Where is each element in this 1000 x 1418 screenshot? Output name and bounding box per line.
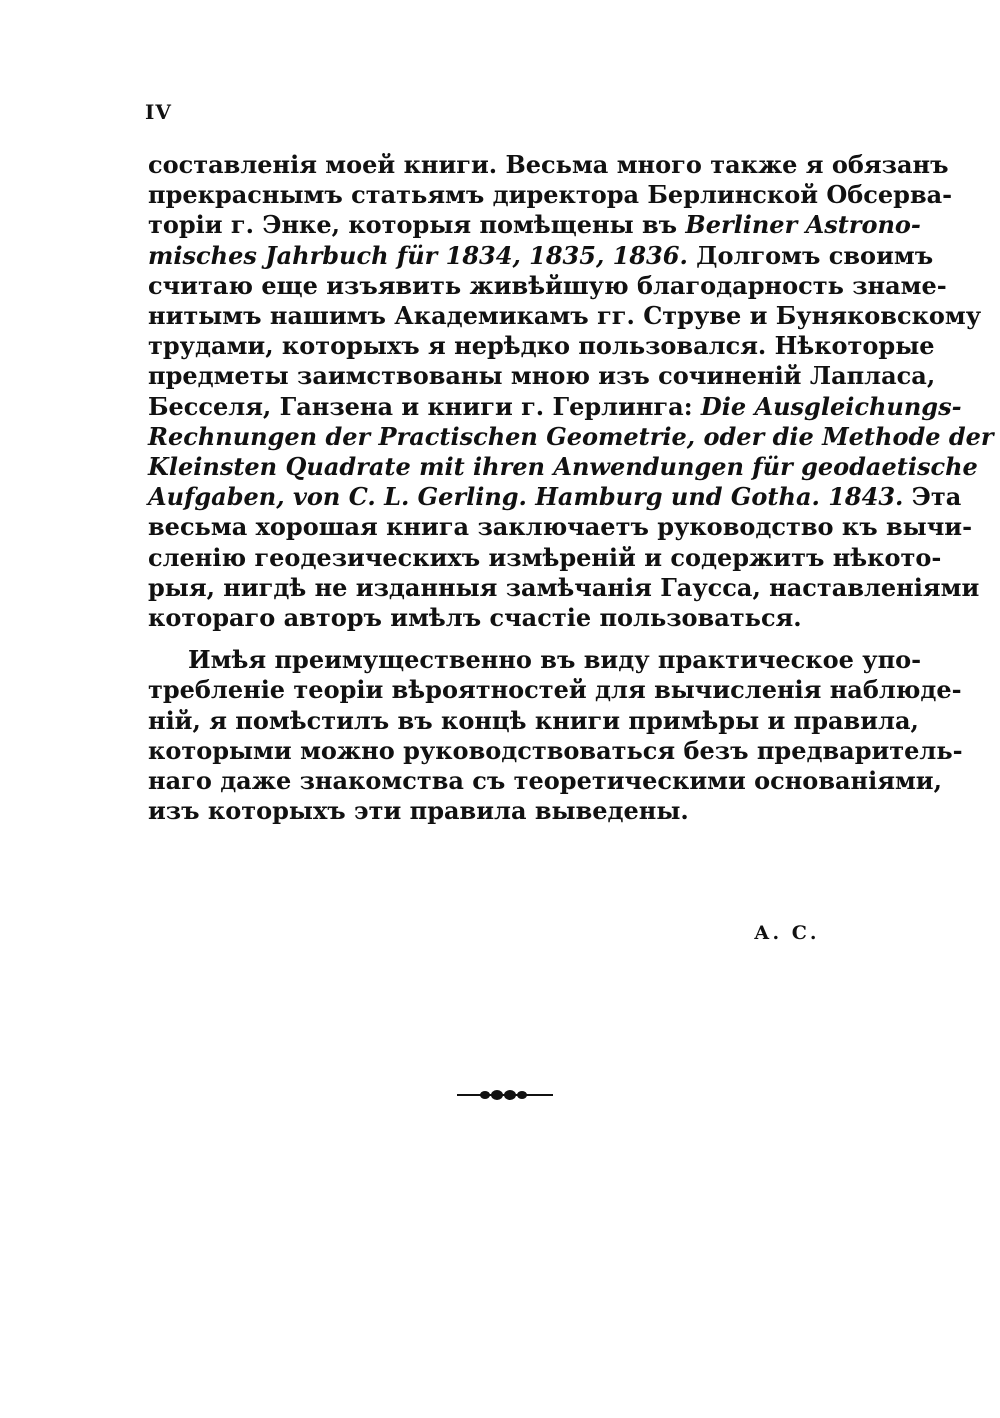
- text-segment: весьма хорошая книга заключаетъ руководство къ вычи-: [148, 512, 973, 542]
- paragraph-2: [148, 645, 963, 826]
- text-segment: изъ которыхъ эти правила выведены.: [148, 796, 689, 826]
- text-segment: предметы заимствованы мною изъ сочиненій Лапласа,: [148, 361, 936, 391]
- text-line: [148, 482, 962, 512]
- text-segment: сленію геодезическихъ измѣреній и содержитъ нѣкото-: [148, 542, 942, 572]
- text-line: [148, 572, 980, 603]
- text-segment: рыя, нигдѣ не изданныя замѣчанія Гаусса, наставленіями: [148, 572, 980, 602]
- text-segment: прекраснымъ статьямъ директора Берлинской Обсерва-: [148, 180, 953, 210]
- text-line: [148, 301, 982, 331]
- text-line: [148, 240, 934, 271]
- text-line: [148, 270, 947, 301]
- body-text: [148, 150, 994, 826]
- text-segment: нитымъ нашимъ Академикамъ гг. Струве и Буняковскому: [148, 301, 982, 331]
- text-line: [148, 796, 858, 826]
- text-segment: ній, я помѣстилъ въ концѣ книги примѣры и правила,: [148, 705, 919, 735]
- page-number: IV: [145, 100, 172, 124]
- text-segment: Имѣя преимущественно въ виду практическое упо-: [188, 645, 922, 675]
- italic-citation: Kleinsten Quadrate mit ihren Anwendungen für geodaetische: [148, 452, 978, 482]
- text-segment: Бесселя, Ганзена и книги г. Герлинга:: [148, 391, 701, 421]
- text-line: [148, 361, 936, 391]
- italic-citation: Rechnungen der Practischen Geometrie, oder die Methode der: [148, 421, 994, 451]
- text-segment: составленія моей книги. Весьма много также я обязанъ: [148, 150, 949, 179]
- italic-citation: Berliner Astrono-: [685, 210, 921, 240]
- text-segment: Долгомъ своимъ: [687, 240, 934, 270]
- italic-citation: misches Jahrbuch für 1834, 1835, 1836.: [148, 240, 688, 270]
- text-line: [148, 180, 953, 210]
- text-line: [148, 512, 973, 542]
- text-segment: торіи г. Энке, которыя помѣщены въ: [148, 210, 686, 240]
- text-line: [148, 452, 978, 482]
- text-segment: наго даже знакомства съ теоретическими основаніями,: [148, 766, 942, 796]
- text-line: [148, 331, 935, 361]
- text-segment: которыми можно руководствоваться безъ предваритель-: [148, 735, 963, 765]
- text-line: [148, 675, 962, 705]
- text-segment: считаю еще изъявить живѣйшую благодарность знаме-: [148, 270, 947, 300]
- text-segment: Эта: [903, 482, 962, 512]
- author-initials: А. С.: [754, 922, 820, 944]
- text-segment: котораго авторъ имѣлъ счастіе пользоваться.: [148, 603, 802, 633]
- text-line: [148, 735, 963, 766]
- decorative-rule-ornament-icon: [455, 1088, 555, 1102]
- text-line: [148, 766, 942, 796]
- text-line: [148, 421, 994, 452]
- text-line: [148, 210, 921, 240]
- text-segment: требленіе теоріи вѣроятностей для вычисленія наблюде-: [148, 675, 962, 705]
- italic-citation: Die Ausgleichungs-: [700, 391, 962, 421]
- text-line: [148, 391, 962, 422]
- text-line: [148, 603, 858, 633]
- text-line: [148, 542, 942, 573]
- text-line: [148, 150, 949, 180]
- text-line: [148, 705, 919, 736]
- text-segment: трудами, которыхъ я нерѣдко пользовался. Нѣкоторые: [148, 331, 935, 361]
- paragraph-1: [148, 150, 994, 633]
- text-line: [148, 645, 922, 675]
- italic-citation: Aufgaben, von C. L. Gerling. Hamburg und Gotha. 1843.: [148, 482, 904, 512]
